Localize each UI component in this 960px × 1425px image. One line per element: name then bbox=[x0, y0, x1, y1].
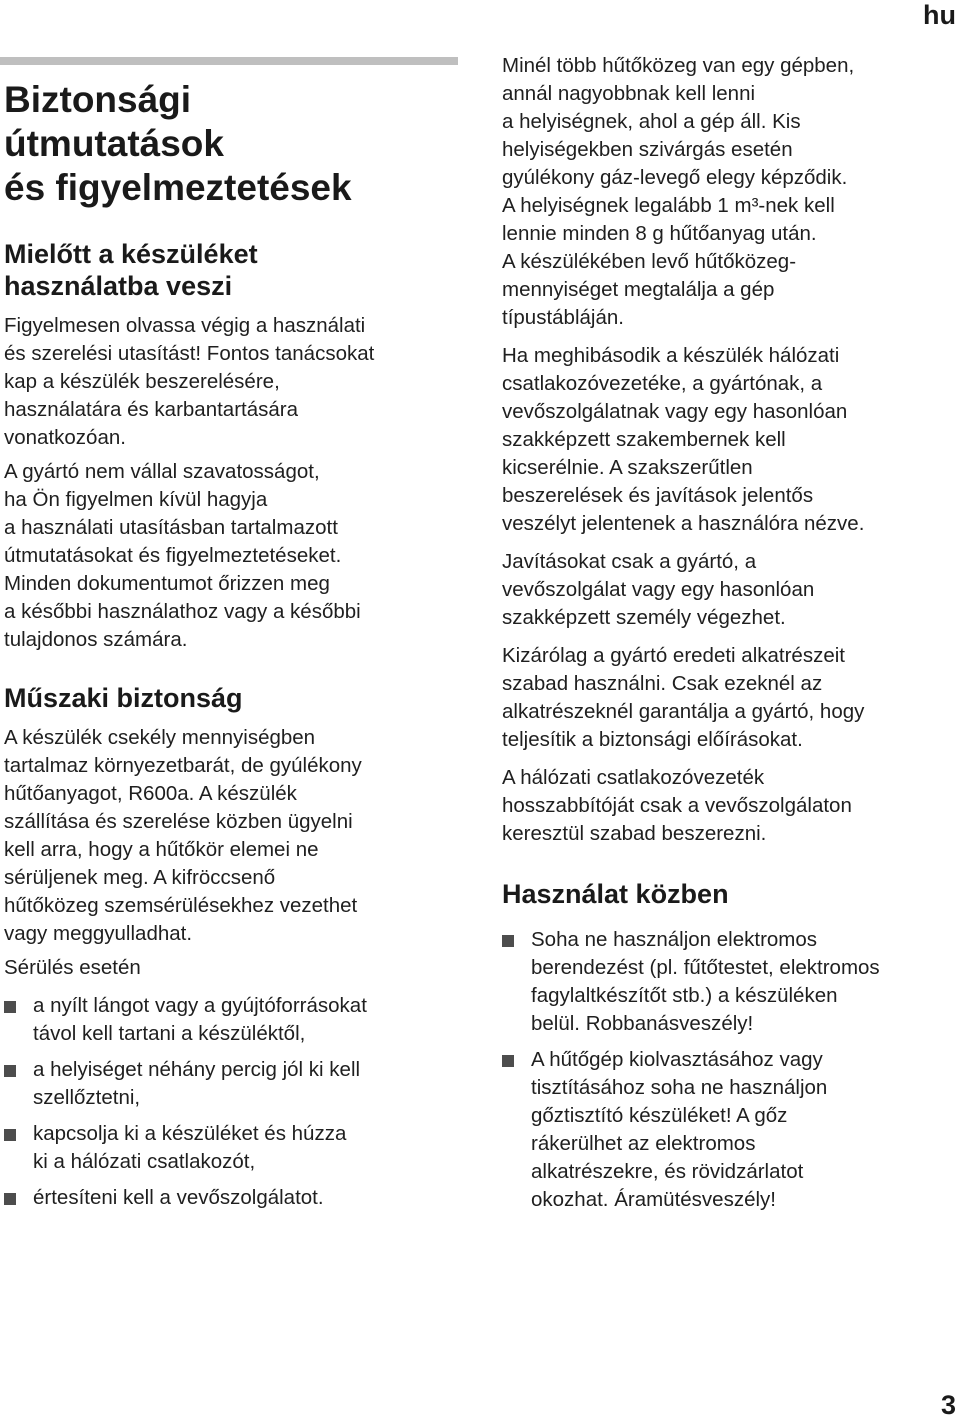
right-column bbox=[502, 52, 952, 1214]
square-bullet-icon bbox=[502, 1055, 514, 1067]
list-item: a helyiséget néhány percig jól ki kell szellőztetni, bbox=[4, 1056, 454, 1112]
paragraph-original-parts: Kizárólag a gyártó eredeti alkatrészeit szabad használni. Csak ezeknél az alkatrészeknél garantálja a gyártó, hogy teljesítik a biztonsági előírásokat. bbox=[502, 644, 865, 751]
paragraph-room-size: Minél több hűtőközeg van egy gépben, annál nagyobbnak kell lenni a helyiségnek, ahol a gép áll. Kis helyiségekben szivárgás esetén gyúlékony gáz-levegő elegy képződik. A helyiségnek legalább 1 m³-nek kell lennie minden 8 g hűtőanyag után. A készülékében levő hűtőközeg- mennyiséget megtalálja a gép típustábláján. bbox=[502, 54, 855, 329]
list-item: kapcsolja ki a készüléket és húzza ki a hálózati csatlakozót, bbox=[4, 1120, 454, 1176]
list-item: a nyílt lángot vagy a gyújtóforrásokat távol kell tartani a készüléktől, bbox=[4, 992, 454, 1048]
paragraph-extension-cord: A hálózati csatlakozóvezeték hosszabbítóját csak a vevőszolgálaton keresztül szabad beszerezni. bbox=[502, 766, 852, 845]
square-bullet-icon bbox=[4, 1129, 16, 1141]
section-heading-during-use: Használat közben bbox=[502, 879, 729, 909]
paragraph-in-case-of-damage: Sérülés esetén bbox=[4, 956, 141, 979]
list-item: A hűtőgép kiolvasztásához vagy tisztításához soha ne használjon gőztisztító készüléket! A gőz rákerülhet az elektromos alkatrészekre, és rövidzárlatot okozhat. Áramütésveszély! bbox=[502, 1046, 952, 1214]
square-bullet-icon bbox=[4, 1001, 16, 1013]
square-bullet-icon bbox=[4, 1065, 16, 1077]
square-bullet-icon bbox=[502, 935, 514, 947]
during-use-list bbox=[502, 926, 952, 1214]
list-item: értesíteni kell a vevőszolgálatot. bbox=[4, 1184, 454, 1212]
section-heading-technical-safety: Műszaki biztonság bbox=[4, 683, 243, 713]
square-bullet-icon bbox=[4, 1193, 16, 1205]
paragraph-warranty: A gyártó nem vállal szavatosságot, ha Ön figyelmen kívül hagyja a használati utasításban tartalmazott útmutatásokat és figyelmeztetéseket. Minden dokumentumot őrizzen meg a későbbi használathoz vagy a későbbi tulajdonos számára. bbox=[4, 460, 361, 651]
page-title: Biztonsági útmutatások és figyelmeztetések bbox=[4, 79, 352, 208]
language-tag: hu bbox=[923, 0, 956, 30]
paragraph-refrigerant: A készülék csekély mennyiségben tartalmaz környezetbarát, de gyúlékony hűtőanyagot, R600a. A készülék szállítása és szerelése közben ügyelni kell arra, hogy a hűtőkör elemei ne sérüljenek meg. A kifröccsenő hűtőközeg szemsérülésekhez vezethet vagy meggyulladhat. bbox=[4, 726, 362, 945]
paragraph-repairs: Javításokat csak a gyártó, a vevőszolgálat vagy egy hasonlóan szakképzett személy végezhet. bbox=[502, 550, 815, 629]
page-number: 3 bbox=[940, 1390, 956, 1420]
section-heading-before-use: Mielőtt a készüléket használatba veszi bbox=[4, 239, 258, 301]
paragraph-power-cord: Ha meghibásodik a készülék hálózati csatlakozóvezetéke, a gyártónak, a vevőszolgálatnak vagy egy hasonlóan szakképzett szakembernek kell kicserélnie. A szakszerűtlen beszerelések és javítások jelentős veszélyt jelentenek a használóra nézve. bbox=[502, 344, 865, 535]
left-column bbox=[4, 0, 454, 1212]
list-item: Soha ne használjon elektromos berendezést (pl. fűtőtestet, elektromos fagylaltkészítőt stb.) a készüléken belül. Robbanásveszély! bbox=[502, 926, 952, 1038]
paragraph-read-instructions: Figyelmesen olvassa végig a használati és szerelési utasítást! Fontos tanácsokat kap a készülék beszerelésére, használatára és karbantartására vonatkozóan. bbox=[4, 314, 375, 449]
damage-steps-list bbox=[4, 992, 454, 1212]
